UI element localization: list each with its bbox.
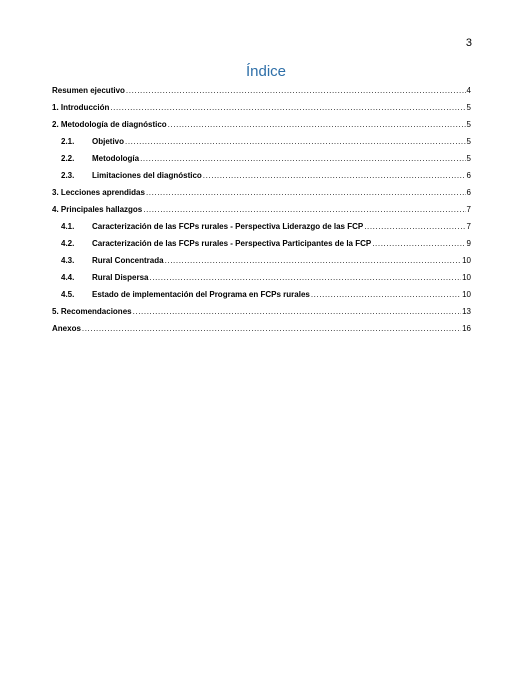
toc-entry-text: Resumen ejecutivo <box>52 86 125 95</box>
toc-entry-page: 9 <box>466 239 471 248</box>
toc-entry[interactable] <box>52 324 471 341</box>
toc-entry-page: 10 <box>462 256 471 265</box>
toc-dot-leader <box>126 86 466 95</box>
toc-entry-number: 4.1. <box>61 222 75 231</box>
toc-entry-text: Limitaciones del diagnóstico <box>92 171 202 180</box>
toc-entry-number: 4.2. <box>61 239 75 248</box>
toc-entry-number: 2.2. <box>61 154 75 163</box>
toc-entry[interactable] <box>52 120 471 137</box>
toc-title: Índice <box>245 63 287 80</box>
toc-entry-text: Estado de implementación del Programa en FCPs rurales <box>92 290 310 299</box>
toc-entry-page: 10 <box>462 273 471 282</box>
toc-entry[interactable] <box>52 188 471 205</box>
toc-entry[interactable] <box>52 239 471 256</box>
toc-entry[interactable] <box>52 273 471 290</box>
toc-entry-text: Rural Concentrada <box>92 256 164 265</box>
toc-entry-text: 2. Metodología de diagnóstico <box>52 120 167 129</box>
toc-entry-page: 6 <box>466 171 471 180</box>
toc-dot-leader <box>165 256 462 265</box>
toc-dot-leader <box>146 188 466 197</box>
toc-entry-text: Anexos <box>52 324 81 333</box>
toc-entry-text: Caracterización de las FCPs rurales - Perspectiva Liderazgo de las FCP <box>92 222 364 231</box>
toc-entry[interactable] <box>52 137 471 154</box>
toc-entry-text: Metodología <box>92 154 140 163</box>
toc-entry-page: 7 <box>466 222 471 231</box>
toc-dot-leader <box>82 324 461 333</box>
toc-entry-text: Caracterización de las FCPs rurales - Perspectiva Participantes de la FCP <box>92 239 372 248</box>
toc-entry-number: 2.1. <box>61 137 75 146</box>
toc-entry[interactable] <box>52 222 471 239</box>
toc-list <box>52 86 471 341</box>
toc-entry-text: Objetivo <box>92 137 125 146</box>
toc-entry[interactable] <box>52 256 471 273</box>
toc-dot-leader <box>133 307 462 316</box>
toc-entry[interactable] <box>52 86 471 103</box>
toc-entry-text: 3. Lecciones aprendidas <box>52 188 145 197</box>
toc-dot-leader <box>372 239 465 248</box>
toc-entry-page: 5 <box>466 120 471 129</box>
toc-entry-page: 5 <box>466 103 471 112</box>
toc-entry[interactable] <box>52 171 471 188</box>
toc-entry[interactable] <box>52 103 471 120</box>
toc-entry[interactable] <box>52 307 471 324</box>
toc-entry-page: 13 <box>462 307 471 316</box>
toc-dot-leader <box>364 222 465 231</box>
toc-entry-page: 10 <box>462 290 471 299</box>
toc-entry-text: Rural Dispersa <box>92 273 149 282</box>
toc-dot-leader <box>149 273 461 282</box>
toc-entry-page: 6 <box>466 188 471 197</box>
toc-entry-number: 4.5. <box>61 290 75 299</box>
toc-dot-leader <box>110 103 465 112</box>
toc-entry-text: 1. Introducción <box>52 103 110 112</box>
toc-dot-leader <box>168 120 466 129</box>
toc-entry-page: 5 <box>466 154 471 163</box>
page-number: 3 <box>465 37 472 49</box>
toc-dot-leader <box>143 205 465 214</box>
toc-entry-page: 16 <box>462 324 471 333</box>
toc-entry-text: 5. Recomendaciones <box>52 307 132 316</box>
toc-dot-leader <box>140 154 465 163</box>
toc-entry-text: 4. Principales hallazgos <box>52 205 143 214</box>
toc-dot-leader <box>311 290 461 299</box>
toc-entry[interactable] <box>52 154 471 171</box>
toc-entry-number: 4.4. <box>61 273 75 282</box>
toc-entry[interactable] <box>52 290 471 307</box>
toc-entry[interactable] <box>52 205 471 222</box>
toc-entry-number: 2.3. <box>61 171 75 180</box>
toc-entry-page: 5 <box>466 137 471 146</box>
toc-dot-leader <box>125 137 466 146</box>
toc-entry-page: 4 <box>466 86 471 95</box>
toc-entry-number: 4.3. <box>61 256 75 265</box>
toc-dot-leader <box>203 171 466 180</box>
toc-entry-page: 7 <box>466 205 471 214</box>
